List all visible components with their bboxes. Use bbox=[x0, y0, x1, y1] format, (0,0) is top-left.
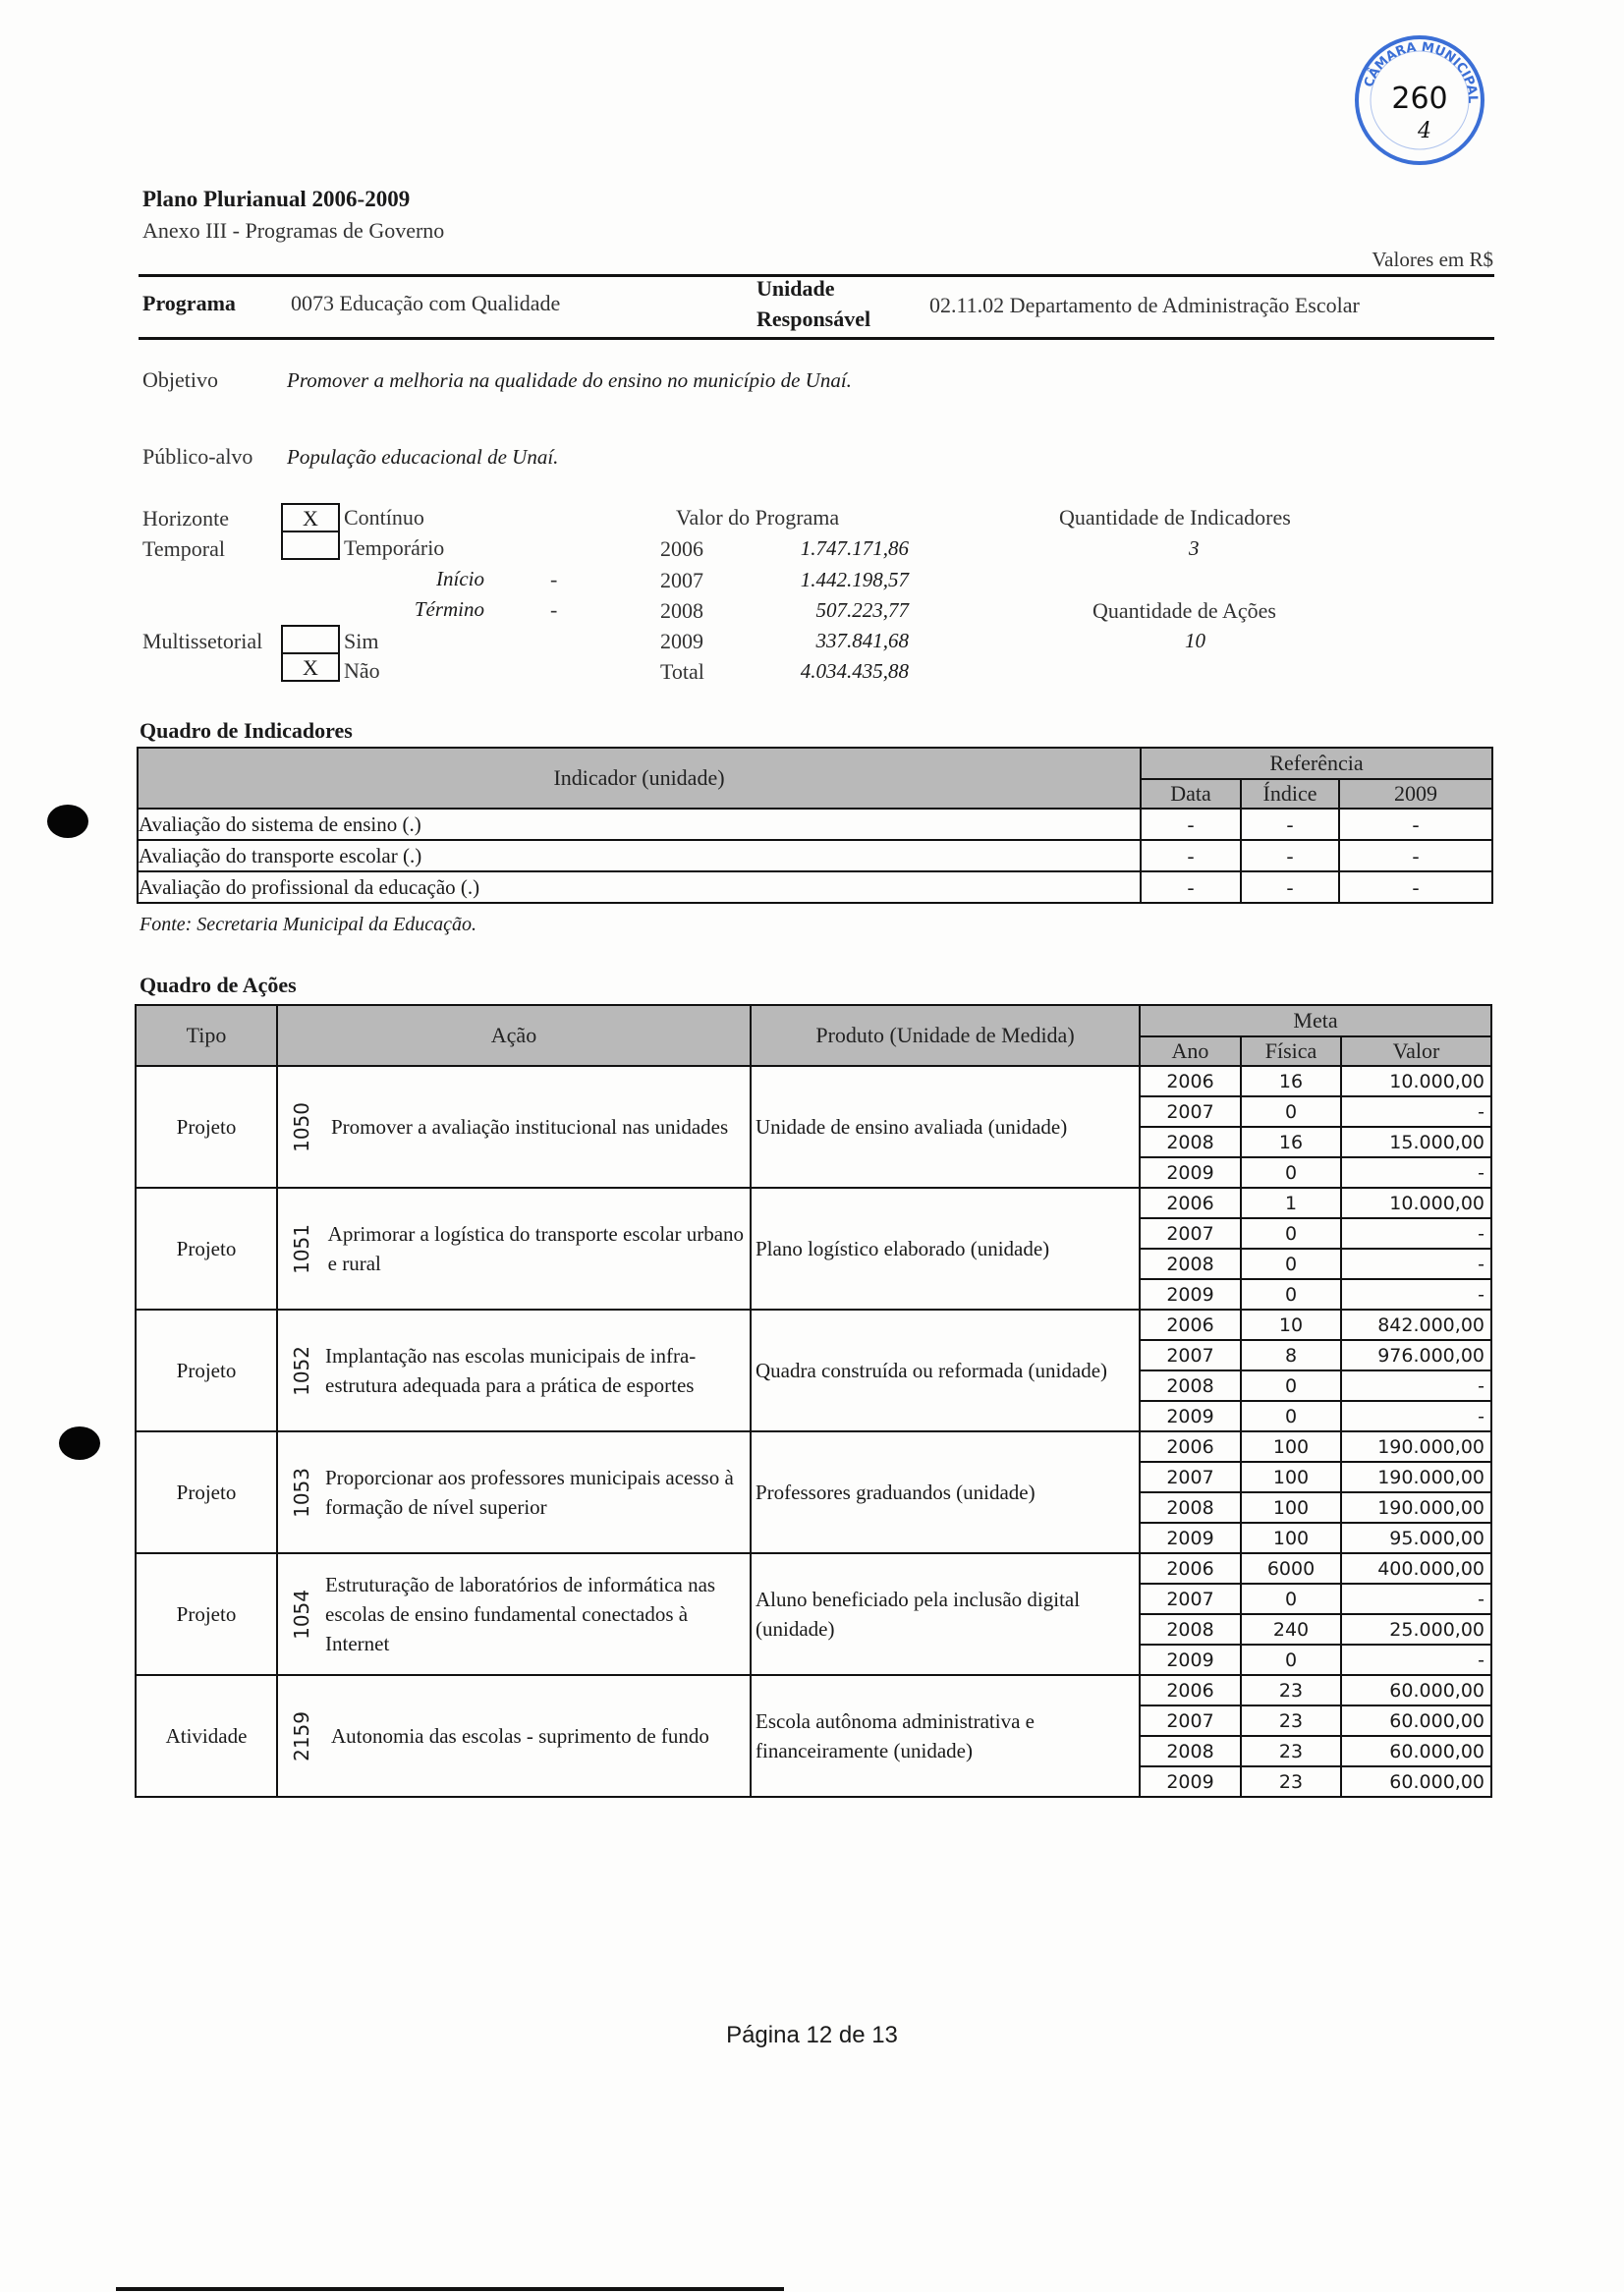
action-cell bbox=[277, 1310, 751, 1431]
currency-note: Valores em R$ bbox=[1372, 248, 1493, 271]
action-product: Quadra construída ou reformada (unidade) bbox=[751, 1310, 1140, 1431]
action-description: Proporcionar aos professores municipais acesso à formação de nível superior bbox=[325, 1466, 734, 1519]
goal-value: - bbox=[1341, 1370, 1491, 1401]
goal-physical: 1 bbox=[1241, 1188, 1341, 1218]
goal-year: 2009 bbox=[1140, 1401, 1241, 1431]
goal-year: 2009 bbox=[1140, 1645, 1241, 1675]
goal-value: - bbox=[1341, 1096, 1491, 1127]
goal-physical: 6000 bbox=[1241, 1553, 1341, 1584]
goal-physical: 0 bbox=[1241, 1279, 1341, 1310]
punch-hole bbox=[59, 1426, 100, 1460]
goal-year: 2006 bbox=[1140, 1431, 1241, 1462]
goal-year: 2007 bbox=[1140, 1340, 1241, 1370]
action-product: Plano logístico elaborado (unidade) bbox=[751, 1188, 1140, 1310]
type-header: Tipo bbox=[136, 1005, 277, 1066]
actions-count-value: 10 bbox=[1185, 629, 1205, 652]
goal-value: 15.000,00 bbox=[1341, 1127, 1491, 1157]
goal-value: 60.000,00 bbox=[1341, 1736, 1491, 1766]
goal-physical: 0 bbox=[1241, 1249, 1341, 1279]
indicator-name: Avaliação do sistema de ensino (.) bbox=[138, 809, 1141, 840]
indicator-index: - bbox=[1241, 809, 1339, 840]
goal-year: 2007 bbox=[1140, 1462, 1241, 1492]
goal-value: - bbox=[1341, 1157, 1491, 1188]
goal-year: 2009 bbox=[1140, 1523, 1241, 1553]
value-header: Valor bbox=[1341, 1036, 1491, 1066]
goal-physical: 0 bbox=[1241, 1157, 1341, 1188]
multisector-label: Multissetorial bbox=[142, 629, 263, 653]
table-row bbox=[138, 871, 1492, 903]
product-header: Produto (Unidade de Medida) bbox=[751, 1005, 1140, 1066]
goal-value: 400.000,00 bbox=[1341, 1553, 1491, 1584]
goal-value: 25.000,00 bbox=[1341, 1614, 1491, 1645]
table-row bbox=[136, 1553, 1491, 1584]
program-value: 0073 Educação com Qualidade bbox=[291, 291, 561, 315]
goal-year: 2006 bbox=[1140, 1066, 1241, 1096]
action-code: 1053 bbox=[290, 1467, 313, 1518]
goal-physical: 16 bbox=[1241, 1066, 1341, 1096]
action-cell bbox=[277, 1431, 751, 1553]
punch-hole bbox=[47, 805, 88, 838]
pv-year: 2006 bbox=[660, 536, 703, 561]
multisector-no-label: Não bbox=[344, 658, 380, 683]
indicator-name: Avaliação do transporte escolar (.) bbox=[138, 840, 1141, 871]
indicator-name: Avaliação do profissional da educação (.) bbox=[138, 871, 1141, 903]
divider bbox=[139, 337, 1494, 340]
multisector-yes-label: Sim bbox=[344, 629, 379, 653]
horizon-label-line1: Horizonte bbox=[142, 506, 229, 531]
goal-value: 60.000,00 bbox=[1341, 1705, 1491, 1736]
goal-physical: 16 bbox=[1241, 1127, 1341, 1157]
stamp-icon bbox=[1346, 29, 1493, 177]
responsible-unit-label bbox=[756, 273, 870, 334]
goal-value: - bbox=[1341, 1249, 1491, 1279]
goal-year: 2007 bbox=[1140, 1218, 1241, 1249]
goal-physical: 10 bbox=[1241, 1310, 1341, 1340]
goal-value: 60.000,00 bbox=[1341, 1675, 1491, 1705]
goal-value: 60.000,00 bbox=[1341, 1766, 1491, 1797]
goal-physical: 23 bbox=[1241, 1705, 1341, 1736]
audience-label: Público-alvo bbox=[142, 444, 253, 469]
goal-year: 2006 bbox=[1140, 1310, 1241, 1340]
year-header: 2009 bbox=[1339, 779, 1492, 809]
goal-value: - bbox=[1341, 1645, 1491, 1675]
goal-value: 95.000,00 bbox=[1341, 1523, 1491, 1553]
indicator-date: - bbox=[1141, 871, 1241, 903]
action-description: Estruturação de laboratórios de informática nas escolas de ensino fundamental conectados à Internet bbox=[325, 1573, 716, 1655]
unit-label-line2: Responsável bbox=[756, 307, 871, 331]
action-code: 1051 bbox=[290, 1223, 313, 1274]
goal-value: 976.000,00 bbox=[1341, 1340, 1491, 1370]
action-product: Escola autônoma administrativa e financeiramente (unidade) bbox=[751, 1675, 1140, 1797]
date-header: Data bbox=[1141, 779, 1241, 809]
horizon-label bbox=[142, 503, 229, 564]
goal-value: 842.000,00 bbox=[1341, 1310, 1491, 1340]
action-description: Promover a avaliação institucional nas unidades bbox=[331, 1115, 729, 1139]
goal-year: 2007 bbox=[1140, 1096, 1241, 1127]
action-type: Projeto bbox=[136, 1066, 277, 1188]
goal-year: 2009 bbox=[1140, 1157, 1241, 1188]
action-product: Aluno beneficiado pela inclusão digital (unidade) bbox=[751, 1553, 1140, 1675]
goal-value: - bbox=[1341, 1584, 1491, 1614]
action-code: 1054 bbox=[290, 1589, 313, 1640]
svg-text:CÂMARA MUNICIPAL: CÂMARA MUNICIPAL bbox=[1362, 39, 1481, 104]
table-row bbox=[136, 1310, 1491, 1340]
goal-physical: 23 bbox=[1241, 1736, 1341, 1766]
indicator-index: - bbox=[1241, 840, 1339, 871]
goal-physical: 100 bbox=[1241, 1431, 1341, 1462]
end-label: Término bbox=[414, 597, 484, 621]
goal-value: 190.000,00 bbox=[1341, 1431, 1491, 1462]
pv-year: 2008 bbox=[660, 598, 703, 623]
reference-header: Referência bbox=[1141, 748, 1492, 779]
action-type: Projeto bbox=[136, 1188, 277, 1310]
unit-label-line1: Unidade bbox=[756, 276, 835, 301]
document-title: Plano Plurianual 2006-2009 bbox=[142, 187, 411, 211]
goal-physical: 23 bbox=[1241, 1675, 1341, 1705]
start-label: Início bbox=[436, 567, 484, 590]
action-type: Projeto bbox=[136, 1553, 277, 1675]
responsible-unit-value: 02.11.02 Departamento de Administração Escolar bbox=[929, 293, 1360, 317]
goal-year: 2007 bbox=[1140, 1705, 1241, 1736]
action-cell bbox=[277, 1553, 751, 1675]
action-header: Ação bbox=[277, 1005, 751, 1066]
goal-physical: 0 bbox=[1241, 1218, 1341, 1249]
horizon-label-line2: Temporal bbox=[142, 536, 225, 561]
pv-total-label: Total bbox=[660, 659, 704, 684]
goal-physical: 0 bbox=[1241, 1645, 1341, 1675]
goal-year: 2009 bbox=[1140, 1766, 1241, 1797]
multisector-yes-checkbox[interactable] bbox=[281, 625, 340, 654]
indicators-section-title: Quadro de Indicadores bbox=[140, 718, 353, 743]
year-header: Ano bbox=[1140, 1036, 1241, 1066]
action-cell bbox=[277, 1675, 751, 1797]
indicators-source: Fonte: Secretaria Municipal da Educação. bbox=[140, 914, 477, 935]
goal-physical: 0 bbox=[1241, 1584, 1341, 1614]
action-description: Aprimorar a logística do transporte escolar urbano e rural bbox=[327, 1222, 745, 1275]
pv-year: 2007 bbox=[660, 568, 703, 592]
physical-header: Física bbox=[1241, 1036, 1341, 1066]
indicator-target: - bbox=[1339, 840, 1492, 871]
indicator-index: - bbox=[1241, 871, 1339, 903]
objective-value: Promover a melhoria na qualidade do ensino no município de Unaí. bbox=[287, 368, 852, 392]
program-value-title: Valor do Programa bbox=[676, 505, 840, 530]
temporary-checkbox[interactable] bbox=[281, 531, 340, 560]
pv-total-amount: 4.034.435,88 bbox=[800, 659, 909, 683]
goal-year: 2008 bbox=[1140, 1127, 1241, 1157]
end-value: - bbox=[550, 597, 558, 622]
indicator-target: - bbox=[1339, 809, 1492, 840]
table-row bbox=[136, 1066, 1491, 1096]
continuous-label: Contínuo bbox=[344, 505, 424, 530]
indicators-count-value: 3 bbox=[1189, 536, 1200, 560]
objective-label: Objetivo bbox=[142, 367, 218, 392]
goal-physical: 0 bbox=[1241, 1370, 1341, 1401]
goal-year: 2008 bbox=[1140, 1492, 1241, 1523]
indicator-header: Indicador (unidade) bbox=[138, 748, 1141, 809]
continuous-checkbox[interactable]: X bbox=[281, 503, 340, 532]
goal-physical: 8 bbox=[1241, 1340, 1341, 1370]
svg-text:260: 260 bbox=[1391, 82, 1448, 116]
indicators-table bbox=[137, 747, 1493, 904]
document-subtitle: Anexo III - Programas de Governo bbox=[142, 218, 445, 243]
goal-year: 2006 bbox=[1140, 1675, 1241, 1705]
goal-header: Meta bbox=[1140, 1005, 1491, 1036]
pv-year: 2009 bbox=[660, 629, 703, 653]
goal-year: 2008 bbox=[1140, 1370, 1241, 1401]
goal-physical: 23 bbox=[1241, 1766, 1341, 1797]
goal-value: 10.000,00 bbox=[1341, 1188, 1491, 1218]
pv-amount: 1.747.171,86 bbox=[800, 536, 909, 560]
action-code: 2159 bbox=[290, 1710, 313, 1761]
goal-physical: 0 bbox=[1241, 1096, 1341, 1127]
bottom-edge-line bbox=[116, 2287, 784, 2291]
temporary-label: Temporário bbox=[344, 535, 445, 560]
table-row bbox=[138, 809, 1492, 840]
indicator-date: - bbox=[1141, 840, 1241, 871]
goal-value: - bbox=[1341, 1218, 1491, 1249]
goal-year: 2008 bbox=[1140, 1736, 1241, 1766]
goal-value: 10.000,00 bbox=[1341, 1066, 1491, 1096]
goal-physical: 240 bbox=[1241, 1614, 1341, 1645]
action-product: Professores graduandos (unidade) bbox=[751, 1431, 1140, 1553]
pv-amount: 1.442.198,57 bbox=[800, 568, 909, 591]
table-row bbox=[136, 1188, 1491, 1218]
action-type: Projeto bbox=[136, 1310, 277, 1431]
audience-value: População educacional de Unaí. bbox=[287, 445, 559, 469]
start-value: - bbox=[550, 567, 558, 591]
goal-year: 2006 bbox=[1140, 1188, 1241, 1218]
page-number: Página 12 de 13 bbox=[726, 2022, 898, 2048]
indicator-target: - bbox=[1339, 871, 1492, 903]
action-cell bbox=[277, 1066, 751, 1188]
goal-year: 2008 bbox=[1140, 1249, 1241, 1279]
table-row bbox=[136, 1675, 1491, 1705]
action-type: Atividade bbox=[136, 1675, 277, 1797]
goal-year: 2009 bbox=[1140, 1279, 1241, 1310]
actions-section-title: Quadro de Ações bbox=[140, 973, 297, 997]
goal-physical: 100 bbox=[1241, 1462, 1341, 1492]
actions-count-label: Quantidade de Ações bbox=[1092, 598, 1276, 623]
goal-value: - bbox=[1341, 1279, 1491, 1310]
program-label: Programa bbox=[142, 291, 236, 315]
indicator-date: - bbox=[1141, 809, 1241, 840]
goal-physical: 0 bbox=[1241, 1401, 1341, 1431]
multisector-no-checkbox[interactable]: X bbox=[281, 652, 340, 682]
actions-table bbox=[135, 1004, 1492, 1798]
indicators-count-label: Quantidade de Indicadores bbox=[1059, 505, 1291, 530]
goal-physical: 100 bbox=[1241, 1523, 1341, 1553]
svg-text:4: 4 bbox=[1418, 119, 1431, 143]
goal-value: 190.000,00 bbox=[1341, 1492, 1491, 1523]
table-row bbox=[136, 1431, 1491, 1462]
goal-physical: 100 bbox=[1241, 1492, 1341, 1523]
pv-amount: 337.841,68 bbox=[815, 629, 909, 652]
pv-amount: 507.223,77 bbox=[815, 598, 909, 622]
action-product: Unidade de ensino avaliada (unidade) bbox=[751, 1066, 1140, 1188]
table-row bbox=[138, 840, 1492, 871]
action-code: 1050 bbox=[290, 1101, 313, 1152]
goal-value: - bbox=[1341, 1401, 1491, 1431]
goal-year: 2007 bbox=[1140, 1584, 1241, 1614]
action-description: Autonomia das escolas - suprimento de fundo bbox=[331, 1724, 709, 1748]
index-header: Índice bbox=[1241, 779, 1339, 809]
goal-year: 2008 bbox=[1140, 1614, 1241, 1645]
goal-year: 2006 bbox=[1140, 1553, 1241, 1584]
action-type: Projeto bbox=[136, 1431, 277, 1553]
action-cell bbox=[277, 1188, 751, 1310]
action-description: Implantação nas escolas municipais de infra-estrutura adequada para a prática de esportes bbox=[325, 1344, 697, 1397]
action-code: 1052 bbox=[290, 1345, 313, 1396]
goal-value: 190.000,00 bbox=[1341, 1462, 1491, 1492]
